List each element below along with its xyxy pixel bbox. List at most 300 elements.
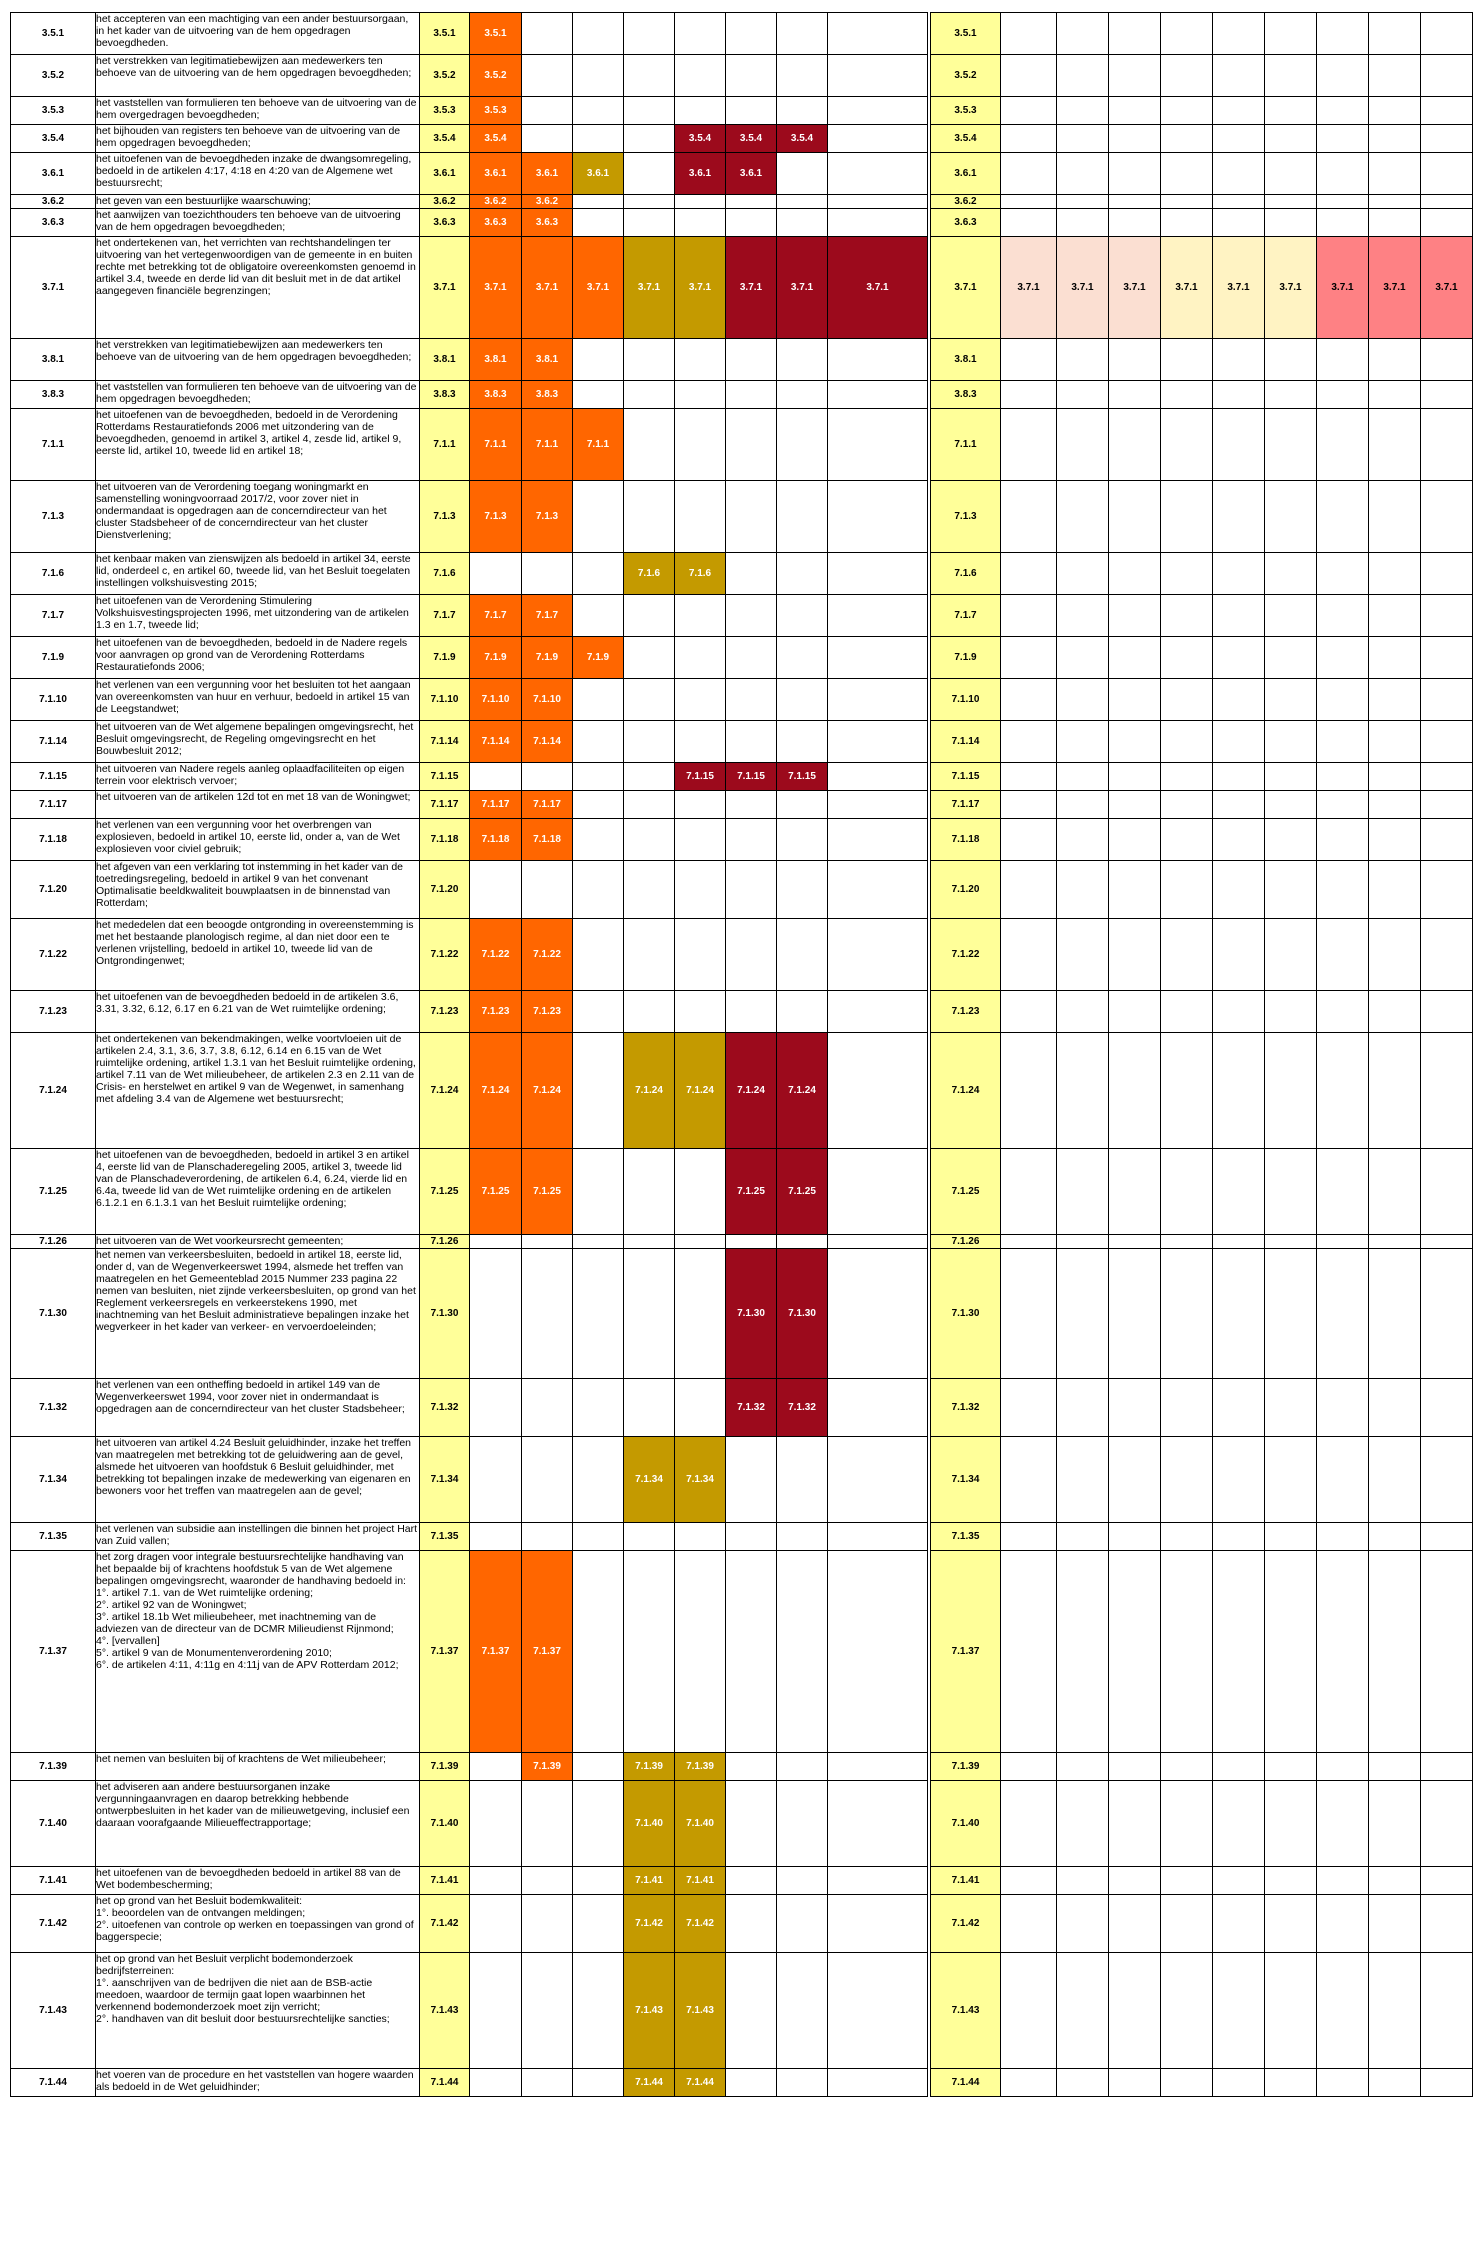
side-cell-empty <box>1057 13 1109 55</box>
side-cell-empty <box>1421 1867 1473 1895</box>
side-cell-empty <box>1213 1379 1265 1437</box>
mandate-cell-filled: 3.7.1 <box>726 237 777 339</box>
side-cell-empty <box>1369 2069 1421 2097</box>
side-cell-empty <box>1421 991 1473 1033</box>
mandate-cell-empty <box>573 861 624 919</box>
side-cell-empty <box>1057 1033 1109 1149</box>
mandate-cell-empty <box>777 209 828 237</box>
side-table-row <box>931 237 1473 339</box>
mandate-cell-filled: 3.6.1 <box>522 153 573 195</box>
mandate-cell-filled: 7.1.30 <box>777 1249 828 1379</box>
mandate-cell-filled: 3.5.4 <box>675 125 726 153</box>
side-table-row <box>931 1033 1473 1149</box>
table-row <box>11 1033 928 1149</box>
side-cell-empty <box>1265 637 1317 679</box>
side-cell-empty <box>1317 595 1369 637</box>
article-code: 7.1.40 <box>11 1781 96 1867</box>
side-cell-empty <box>1213 1781 1265 1867</box>
mandate-cell-empty <box>470 553 522 595</box>
side-cell-empty <box>1109 1033 1161 1149</box>
article-code: 7.1.14 <box>11 721 96 763</box>
table-row <box>11 919 928 991</box>
side-table-row <box>931 381 1473 409</box>
mandate-cell-filled: 7.1.32 <box>777 1379 828 1437</box>
mandate-cell-filled: 3.7.1 <box>777 237 828 339</box>
mandate-cell-empty <box>470 1379 522 1437</box>
article-description: het uitoefenen van de bevoegdheden inzake de dwangsomregeling, bedoeld in de artikelen 4:17, 4:18 en 4:20 van de Algemene wet bestuursrecht; <box>96 153 420 195</box>
article-code: 3.6.1 <box>11 153 96 195</box>
side-mandate-code-cell: 7.1.25 <box>931 1149 1001 1235</box>
mandate-cell-empty <box>828 1781 928 1867</box>
side-cell-empty <box>1369 195 1421 209</box>
side-cell-empty <box>1421 1437 1473 1523</box>
side-cell-empty <box>1317 339 1369 381</box>
mandate-cell-empty <box>675 97 726 125</box>
mandate-cell-filled: 3.7.1 <box>522 237 573 339</box>
side-cell-empty <box>1421 861 1473 919</box>
article-description: het verstrekken van legitimatiebewijzen aan medewerkers ten behoeve van de uitvoering van de hem opgedragen bevoegdheden; <box>96 55 420 97</box>
mandate-cell-empty <box>726 1551 777 1753</box>
article-code: 7.1.44 <box>11 2069 96 2097</box>
side-cell-empty <box>1057 679 1109 721</box>
article-code: 7.1.34 <box>11 1437 96 1523</box>
article-code: 7.1.41 <box>11 1867 96 1895</box>
article-code: 7.1.23 <box>11 991 96 1033</box>
side-cell-empty <box>1001 13 1057 55</box>
mandate-cell-empty <box>726 721 777 763</box>
article-code: 7.1.7 <box>11 595 96 637</box>
mandate-cell-empty <box>470 861 522 919</box>
article-description: het aanwijzen van toezichthouders ten behoeve van de uitvoering van de hem opgedragen bevoegdheden; <box>96 209 420 237</box>
side-cell-empty <box>1109 2069 1161 2097</box>
side-cell-empty <box>1317 195 1369 209</box>
mandate-cell-filled: 7.1.15 <box>675 763 726 791</box>
table-row <box>11 409 928 481</box>
side-cell-empty <box>1161 381 1213 409</box>
mandate-cell-filled: 7.1.7 <box>522 595 573 637</box>
side-cell-empty <box>1421 763 1473 791</box>
side-cell-empty <box>1369 409 1421 481</box>
table-row <box>11 237 928 339</box>
mandate-cell-empty <box>522 1953 573 2069</box>
table-row <box>11 209 928 237</box>
mandate-code-cell: 3.6.2 <box>420 195 470 209</box>
side-cell-empty <box>1369 1149 1421 1235</box>
side-cell-empty <box>1213 1867 1265 1895</box>
side-cell-empty <box>1057 195 1109 209</box>
article-description: het vaststellen van formulieren ten behoeve van de uitvoering van de hem overgedragen bevoegdheden; <box>96 97 420 125</box>
side-cell-empty <box>1057 991 1109 1033</box>
side-cell-empty <box>1213 595 1265 637</box>
side-cell-empty <box>1317 1551 1369 1753</box>
side-cell-empty <box>1369 763 1421 791</box>
side-cell-empty <box>1213 2069 1265 2097</box>
mandate-cell-empty <box>726 195 777 209</box>
side-cell-empty <box>1369 125 1421 153</box>
mandate-cell-filled: 7.1.7 <box>470 595 522 637</box>
mandate-cell-empty <box>573 1523 624 1551</box>
side-cell-empty <box>1161 13 1213 55</box>
mandate-matrix-side <box>930 12 1473 2097</box>
mandate-cell-empty <box>726 595 777 637</box>
mandate-cell-filled: 7.1.18 <box>470 819 522 861</box>
article-code: 7.1.18 <box>11 819 96 861</box>
article-code: 7.1.9 <box>11 637 96 679</box>
mandate-cell-empty <box>573 1551 624 1753</box>
side-cell-empty <box>1265 1895 1317 1953</box>
mandate-cell-empty <box>828 381 928 409</box>
side-cell-empty <box>1369 1895 1421 1953</box>
side-cell-empty <box>1109 1781 1161 1867</box>
side-cell-empty <box>1057 1895 1109 1953</box>
side-cell-empty <box>1001 1895 1057 1953</box>
mandate-cell-filled: 3.6.3 <box>522 209 573 237</box>
mandate-cell-empty <box>573 553 624 595</box>
mandate-cell-filled: 3.7.1 <box>675 237 726 339</box>
mandate-cell-empty <box>624 153 675 195</box>
side-cell-empty <box>1109 125 1161 153</box>
mandate-cell-empty <box>675 1379 726 1437</box>
side-table-row <box>931 861 1473 919</box>
side-cell-empty <box>1109 595 1161 637</box>
side-cell-empty <box>1369 381 1421 409</box>
mandate-cell-empty <box>624 1379 675 1437</box>
mandate-cell-empty <box>624 409 675 481</box>
mandate-cell-empty <box>675 679 726 721</box>
mandate-cell-empty <box>675 637 726 679</box>
mandate-cell-empty <box>624 1249 675 1379</box>
mandate-cell-empty <box>675 991 726 1033</box>
mandate-cell-empty <box>726 819 777 861</box>
mandate-cell-filled: 7.1.3 <box>522 481 573 553</box>
article-code: 7.1.6 <box>11 553 96 595</box>
side-cell-empty <box>1421 1523 1473 1551</box>
article-code: 3.5.2 <box>11 55 96 97</box>
side-cell-empty <box>1265 595 1317 637</box>
side-mandate-code-cell: 7.1.20 <box>931 861 1001 919</box>
mandate-cell-empty <box>726 1753 777 1781</box>
side-cell-empty <box>1057 97 1109 125</box>
side-cell-empty <box>1161 1551 1213 1753</box>
mandate-cell-empty <box>675 339 726 381</box>
side-table-row <box>931 1437 1473 1523</box>
mandate-cell-empty <box>777 481 828 553</box>
side-cell-empty <box>1109 481 1161 553</box>
mandate-cell-filled: 7.1.6 <box>624 553 675 595</box>
mandate-cell-empty <box>522 2069 573 2097</box>
side-cell-empty <box>1213 1249 1265 1379</box>
mandate-cell-empty <box>726 97 777 125</box>
side-cell-empty <box>1369 1379 1421 1437</box>
side-cell-empty <box>1421 339 1473 381</box>
table-row <box>11 553 928 595</box>
mandate-cell-empty <box>470 2069 522 2097</box>
mandate-cell-empty <box>470 1437 522 1523</box>
mandate-cell-empty <box>675 13 726 55</box>
mandate-cell-filled: 3.6.1 <box>726 153 777 195</box>
side-cell-empty <box>1369 553 1421 595</box>
mandate-code-cell: 3.7.1 <box>420 237 470 339</box>
mandate-cell-empty <box>828 13 928 55</box>
mandate-cell-filled: 7.1.14 <box>470 721 522 763</box>
side-cell-empty <box>1369 819 1421 861</box>
mandate-cell-empty <box>777 1551 828 1753</box>
side-cell-empty <box>1109 721 1161 763</box>
mandate-cell-empty <box>828 97 928 125</box>
article-code: 7.1.37 <box>11 1551 96 1753</box>
mandate-code-cell: 3.5.4 <box>420 125 470 153</box>
side-cell-empty <box>1317 1437 1369 1523</box>
side-table-row <box>931 595 1473 637</box>
mandate-cell-empty <box>675 721 726 763</box>
side-cell-empty <box>1265 1551 1317 1753</box>
article-description: het uitvoeren van de Verordening toegang woningmarkt en samenstelling woningvoorraad 2017/2, voor zover niet in ondermandaat is opgedragen aan de concerndirecteur van het cluster Stadsbeheer of de concerndirecteur van het cluster Dienstverlening; <box>96 481 420 553</box>
side-cell-empty <box>1057 1781 1109 1867</box>
mandate-cell-empty <box>573 1753 624 1781</box>
side-cell-empty <box>1057 481 1109 553</box>
side-cell-empty <box>1161 409 1213 481</box>
side-cell-empty <box>1161 1379 1213 1437</box>
mandate-cell-empty <box>675 595 726 637</box>
mandate-cell-empty <box>726 2069 777 2097</box>
mandate-cell-empty <box>624 55 675 97</box>
side-cell-empty <box>1161 1781 1213 1867</box>
side-cell-empty <box>1265 1249 1317 1379</box>
mandate-cell-empty <box>573 13 624 55</box>
mandate-cell-empty <box>675 819 726 861</box>
table-row <box>11 595 928 637</box>
mandate-cell-filled: 7.1.15 <box>777 763 828 791</box>
mandate-cell-empty <box>726 919 777 991</box>
side-cell-empty <box>1265 195 1317 209</box>
mandate-cell-filled: 7.1.39 <box>675 1753 726 1781</box>
side-cell-empty <box>1057 381 1109 409</box>
side-cell-empty <box>1213 1437 1265 1523</box>
article-code: 7.1.25 <box>11 1149 96 1235</box>
article-description: het uitoefenen van de bevoegdheden bedoeld in artikel 88 van de Wet bodembescherming; <box>96 1867 420 1895</box>
side-mandate-code-cell: 3.8.3 <box>931 381 1001 409</box>
side-cell-empty <box>1421 55 1473 97</box>
side-cell-empty <box>1317 791 1369 819</box>
side-cell-empty <box>1369 1953 1421 2069</box>
mandate-cell-empty <box>573 679 624 721</box>
article-code: 7.1.15 <box>11 763 96 791</box>
side-cell-empty <box>1213 481 1265 553</box>
side-cell-empty <box>1213 1895 1265 1953</box>
side-cell-empty <box>1317 679 1369 721</box>
side-cell-empty <box>1001 195 1057 209</box>
side-cell-empty <box>1213 1033 1265 1149</box>
mandate-code-cell: 3.6.1 <box>420 153 470 195</box>
article-description: het zorg dragen voor integrale bestuursrechtelijke handhaving van het bepaalde bij of krachtens hoofdstuk 5 van de Wet algemene bepalingen omgevingsrecht, waaronder de handhaving bedoeld in: 1°. artikel 7.1. van de Wet ruimtelijke ordening; 2°. artikel 92 van de Woningwet; 3°. artikel 18.1b Wet milieubeheer, met inachtneming van de adviezen van de directeur van de DCMR Milieudienst Rijnmond; 4°. [vervallen] 5°. artikel 9 van de Monumentenverordening 2010; 6°. de artikelen 4:11, 4:11g en 4:11j van de APV Rotterdam 2012; <box>96 1551 420 1753</box>
mandate-cell-filled: 7.1.22 <box>522 919 573 991</box>
mandate-cell-filled: 7.1.34 <box>675 1437 726 1523</box>
mandate-cell-empty <box>624 1235 675 1249</box>
side-cell-empty <box>1109 1235 1161 1249</box>
side-cell-empty <box>1001 1235 1057 1249</box>
side-table-row <box>931 13 1473 55</box>
side-cell-empty <box>1001 679 1057 721</box>
mandate-cell-filled: 7.1.39 <box>522 1753 573 1781</box>
side-cell-empty <box>1421 1895 1473 1953</box>
table-row <box>11 1781 928 1867</box>
side-cell-empty <box>1317 153 1369 195</box>
side-cell-empty <box>1109 209 1161 237</box>
side-cell-empty <box>1109 153 1161 195</box>
side-cell-empty <box>1317 1523 1369 1551</box>
mandate-cell-empty <box>675 791 726 819</box>
mandate-cell-filled: 7.1.24 <box>726 1033 777 1149</box>
article-code: 3.5.4 <box>11 125 96 153</box>
side-cell-empty <box>1161 2069 1213 2097</box>
side-cell-empty <box>1369 339 1421 381</box>
side-mandate-code-cell: 7.1.44 <box>931 2069 1001 2097</box>
mandate-cell-empty <box>573 195 624 209</box>
side-cell-empty <box>1265 125 1317 153</box>
side-cell-empty <box>1109 55 1161 97</box>
mandate-cell-empty <box>624 763 675 791</box>
side-cell-empty <box>1161 1867 1213 1895</box>
mandate-cell-filled: 7.1.42 <box>624 1895 675 1953</box>
side-cell-empty <box>1265 209 1317 237</box>
mandate-cell-filled: 7.1.24 <box>522 1033 573 1149</box>
table-row <box>11 153 928 195</box>
side-cell-empty <box>1213 1551 1265 1753</box>
mandate-cell-empty <box>828 819 928 861</box>
article-code: 7.1.3 <box>11 481 96 553</box>
side-table-row <box>931 791 1473 819</box>
side-cell-empty <box>1001 209 1057 237</box>
side-table-row <box>931 209 1473 237</box>
side-cell-empty <box>1369 153 1421 195</box>
mandate-cell-empty <box>522 1523 573 1551</box>
mandate-code-cell: 7.1.26 <box>420 1235 470 1249</box>
side-mandate-code-cell: 7.1.24 <box>931 1033 1001 1149</box>
side-cell-empty <box>1001 481 1057 553</box>
mandate-cell-filled: 3.5.3 <box>470 97 522 125</box>
side-cell-empty <box>1109 1437 1161 1523</box>
mandate-cell-empty <box>828 55 928 97</box>
mandate-cell-empty <box>573 1033 624 1149</box>
side-mandate-code-cell: 7.1.41 <box>931 1867 1001 1895</box>
side-cell-empty <box>1265 791 1317 819</box>
mandate-cell-empty <box>675 195 726 209</box>
side-cell-empty <box>1265 1523 1317 1551</box>
side-table-row <box>931 1867 1473 1895</box>
mandate-cell-empty <box>624 97 675 125</box>
mandate-cell-empty <box>726 1953 777 2069</box>
side-mandate-code-cell: 3.7.1 <box>931 237 1001 339</box>
side-mandate-code-cell: 7.1.32 <box>931 1379 1001 1437</box>
side-cell-empty <box>1161 481 1213 553</box>
side-cell-empty <box>1265 991 1317 1033</box>
mandate-cell-empty <box>726 55 777 97</box>
side-cell-empty <box>1317 1249 1369 1379</box>
side-cell-empty <box>1213 195 1265 209</box>
mandate-cell-filled: 3.7.1 <box>828 237 928 339</box>
mandate-cell-filled: 3.7.1 <box>624 237 675 339</box>
side-cell-empty <box>1109 1895 1161 1953</box>
side-mandate-code-cell: 7.1.39 <box>931 1753 1001 1781</box>
side-cell-empty <box>1369 991 1421 1033</box>
side-cell-empty <box>1421 679 1473 721</box>
side-mandate-code-cell: 7.1.23 <box>931 991 1001 1033</box>
mandate-cell-empty <box>777 195 828 209</box>
side-cell-empty <box>1213 339 1265 381</box>
mandate-cell-filled: 7.1.1 <box>573 409 624 481</box>
side-cell-empty <box>1369 919 1421 991</box>
side-cell-empty <box>1057 1379 1109 1437</box>
side-mandate-code-cell: 7.1.17 <box>931 791 1001 819</box>
side-cell-empty <box>1001 1149 1057 1235</box>
article-code: 7.1.43 <box>11 1953 96 2069</box>
mandate-cell-empty <box>470 763 522 791</box>
mandate-cell-empty <box>470 1895 522 1953</box>
mandate-cell-filled: 7.1.18 <box>522 819 573 861</box>
mandate-cell-empty <box>675 481 726 553</box>
side-cell-empty <box>1057 1437 1109 1523</box>
side-cell-empty <box>1001 553 1057 595</box>
side-cell-empty <box>1161 1235 1213 1249</box>
mandate-cell-empty <box>675 409 726 481</box>
mandate-cell-filled: 7.1.24 <box>675 1033 726 1149</box>
table-row <box>11 861 928 919</box>
mandate-cell-empty <box>777 679 828 721</box>
article-code: 7.1.20 <box>11 861 96 919</box>
side-cell-empty <box>1369 1551 1421 1753</box>
mandate-cell-empty <box>777 637 828 679</box>
mandate-cell-empty <box>470 1235 522 1249</box>
side-cell-empty <box>1001 1867 1057 1895</box>
article-description: het uitoefenen van de bevoegdheden, bedoeld in de Verordening Rotterdams Restauratiefonds 2006 met uitzondering van de bevoegdheden, genoemd in artikel 3, artikel 4, zesde lid, artikel 9, eerste lid, artikel 10, tweede lid en artikel 18; <box>96 409 420 481</box>
mandate-cell-empty <box>726 209 777 237</box>
mandate-cell-empty <box>828 1895 928 1953</box>
mandate-code-cell: 7.1.6 <box>420 553 470 595</box>
side-cell-empty <box>1369 1523 1421 1551</box>
side-cell-empty <box>1213 637 1265 679</box>
side-cell-empty <box>1161 919 1213 991</box>
table-row <box>11 195 928 209</box>
side-cell-empty <box>1421 637 1473 679</box>
side-cell-empty <box>1057 1523 1109 1551</box>
table-row <box>11 1437 928 1523</box>
side-table-row <box>931 1235 1473 1249</box>
side-cell-empty <box>1161 679 1213 721</box>
side-cell-empty <box>1213 153 1265 195</box>
side-cell-empty <box>1265 1235 1317 1249</box>
article-code: 7.1.42 <box>11 1895 96 1953</box>
side-cell-empty <box>1161 209 1213 237</box>
side-cell-empty <box>1001 153 1057 195</box>
side-cell-empty <box>1001 125 1057 153</box>
side-cell-empty <box>1265 553 1317 595</box>
mandate-cell-filled: 3.6.1 <box>675 153 726 195</box>
mandate-cell-filled: 7.1.25 <box>726 1149 777 1235</box>
article-description: het uitoefenen van de bevoegdheden, bedoeld in de Nadere regels voor aanvragen op grond van de Verordening Rotterdams Restauratiefonds 2006; <box>96 637 420 679</box>
mandate-cell-empty <box>624 595 675 637</box>
article-description: het verlenen van een vergunning voor het besluiten tot het aangaan van overeenkomsten van huur en verhuur, bedoeld in artikel 15 van de Leegstandwet; <box>96 679 420 721</box>
side-table-row <box>931 1753 1473 1781</box>
side-cell-empty <box>1213 721 1265 763</box>
mandate-cell-empty <box>573 1895 624 1953</box>
side-cell-empty <box>1317 409 1369 481</box>
side-cell-empty <box>1161 195 1213 209</box>
side-table-row <box>931 1781 1473 1867</box>
side-cell-empty <box>1213 13 1265 55</box>
side-cell-empty <box>1213 1149 1265 1235</box>
side-cell-empty <box>1109 991 1161 1033</box>
mandate-cell-filled: 7.1.44 <box>624 2069 675 2097</box>
